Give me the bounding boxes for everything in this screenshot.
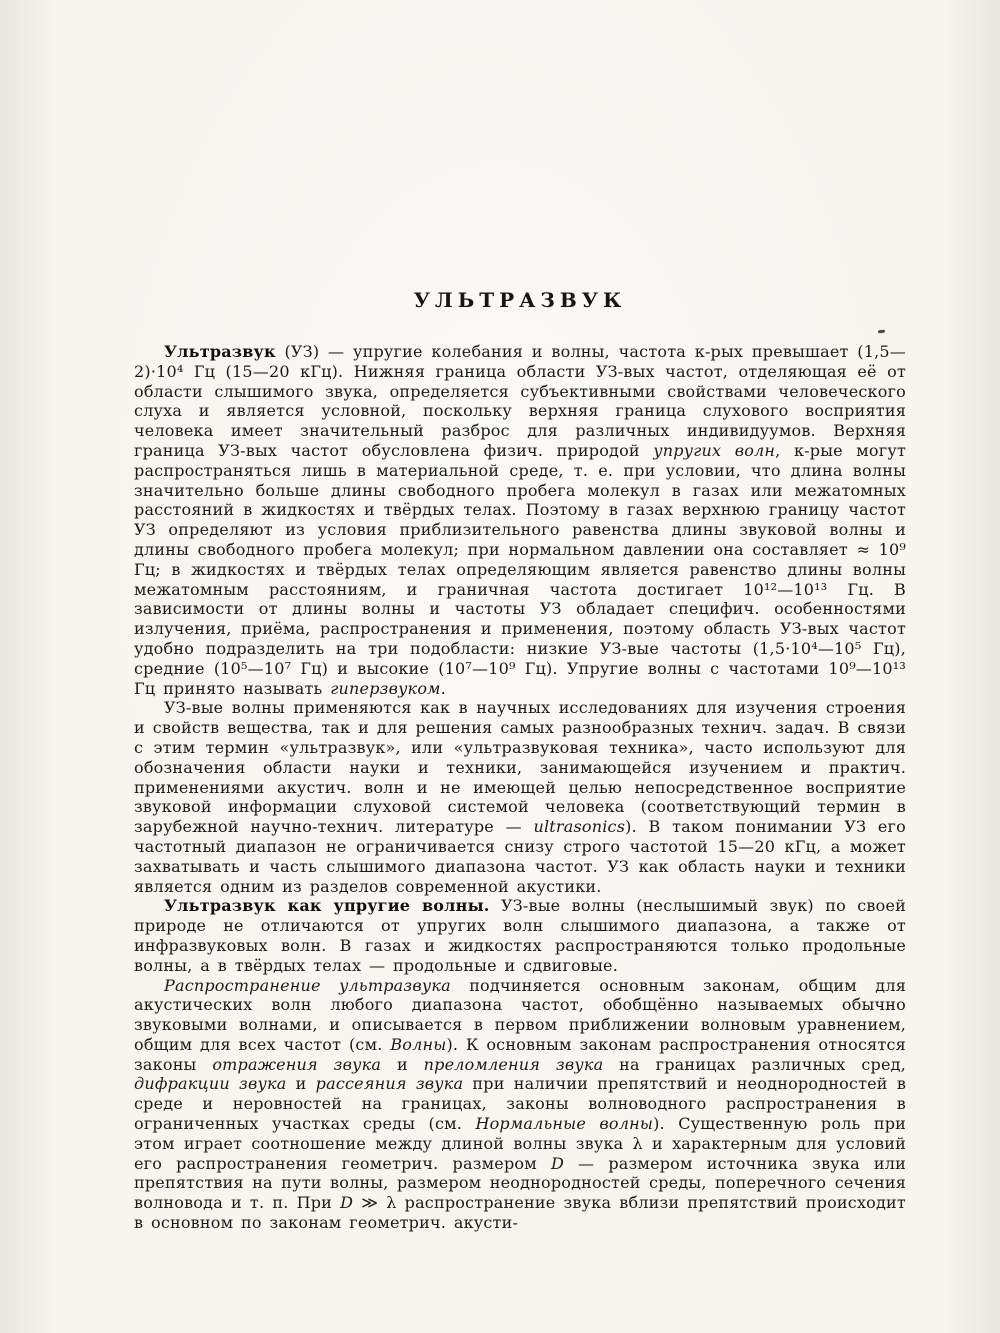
text-run: (УЗ) — упругие колебания и волны, частота к-рых превышает (1,5—2)·10⁴ Гц (15—20 кГц). Нижняя граница области УЗ-вых частот, отделяющая её от области слышимого звука, определяется субъективными свойствами человеческого слуха и является условной, поскольку верхняя граница слухового восприятия человека имеет значительный разброс для различных индивидуумов. Верхняя граница УЗ-вых частот обусловлена физич. природой [134,342,906,460]
text-run: при наличии препятствий и неоднородностей в среде и неровностей на границах, законы волноводного распространения в ограниченных участках среды (см. [134,1074,907,1134]
text-run-italic: упругих волн [653,440,776,460]
article-body [134,342,906,1233]
text-run-italic: ultrasonics [533,817,626,837]
text-run: ≫ λ распространение звука вблизи препятствий происходит в основном по законам геометрич. акусти- [134,1193,906,1233]
text-run: подчиняется основным законам, общим для акустических волн любого диапазона частот, обобщённо называемых обычно звуковыми волнами, и описывается в первом приближении волновым уравнением, общим для всех частот (см. [134,975,906,1054]
text-run: . [440,678,446,698]
text-run-bold: Ультразвук как упругие волны. [164,896,490,916]
article-title: УЛЬТРАЗВУК [413,288,627,312]
paragraph [134,896,906,975]
text-run-italic: D [340,1193,354,1213]
text-run-italic: D [550,1153,564,1173]
text-run: ). К основным законам распространения относятся законы [134,1034,906,1074]
text-run: ). Существенную роль при этом играет соотношение между длиной волны звука λ и характерным для условий его распространения геометрич. размером [134,1114,907,1173]
text-run: ). В таком понимании УЗ его частотный диапазон не ограничивается снизу строго частотой 15—20 кГц, а может захватывать и часть слышимого диапазона частот. УЗ как область науки и техники является одним из разделов современной акустики. [134,817,906,896]
text-column [134,288,906,1233]
text-run-italic: Нормальные волны [475,1114,654,1134]
text-run-italic: преломления звука [423,1054,604,1074]
text-run: и [381,1054,424,1074]
text-run-bold: Ультразвук [164,342,276,361]
paragraph [134,342,906,698]
text-run-italic: гиперзвуком [330,678,441,698]
text-run-italic: дифракции звука [134,1074,287,1094]
text-run-italic: рассеяния звука [315,1074,464,1094]
paragraph [134,976,906,1233]
text-run-italic: Распространение ультразвука [164,975,451,995]
text-run-italic: Волны [390,1034,447,1054]
text-run: УЗ-вые волны применяются как в научных исследованиях для изучения строения и свойств вещества, так и для решения самых разнообразных технич. задач. В связи с этим термин «ультразвук», или «ультразвуковая техника», часто используют для обозначения области науки и техники, занимающейся изучением и практич. применениями акустич. волн и не имеющей целью непосредственное восприятие звуковой информации слуховой системой человека (соответствующий термин в зарубежной научно-технич. литературе — [134,698,906,837]
text-run: , к-рые могут распространяться лишь в материальной среде, т. е. при условии, что длина волны значительно больше длины свободного пробега молекул в газах или межатомных расстояний в жидкостях и твёрдых телах. Поэтому в газах верхнюю границу частот УЗ определяют из условия приблизительного равенства длины звуковой волны и длины свободного пробега молекул; при нормальном давлении она составляет ≈ 10⁹ Гц; в жидкостях и твёрдых телах определяющим является равенство длины волны межатомным расстояниям, и граничная частота достигает 10¹²—10¹³ Гц. В зависимости от длины волны и частоты УЗ обладает специфич. особенностями излучения, приёма, распространения и применения, поэтому область УЗ-вых частот удобно подразделить на три подобласти: низкие УЗ-вые частоты (1,5·10⁴—10⁵ Гц), средние (10⁵—10⁷ Гц) и высокие (10⁷—10⁹ Гц). Упругие волны с частотами 10⁹—10¹³ Гц принято называть [134,440,907,698]
text-run: — размером источника звука или препятствия на пути волны, размером неоднородностей среды, поперечного сечения волновода и т. п. При [134,1153,906,1213]
text-run-italic: отражения звука [212,1054,382,1074]
text-run: УЗ-вые волны (неслышимый звук) по своей природе не отличаются от упругих волн слышимого диапазона, а также от инфразвуковых волн. В газах и жидкостях распространяются только продольные волны, а в твёрдых телах — продольные и сдвиговые. [134,896,906,975]
paragraph [134,698,906,896]
text-run: на границах различных сред, [603,1054,906,1074]
text-run: и [286,1074,316,1094]
